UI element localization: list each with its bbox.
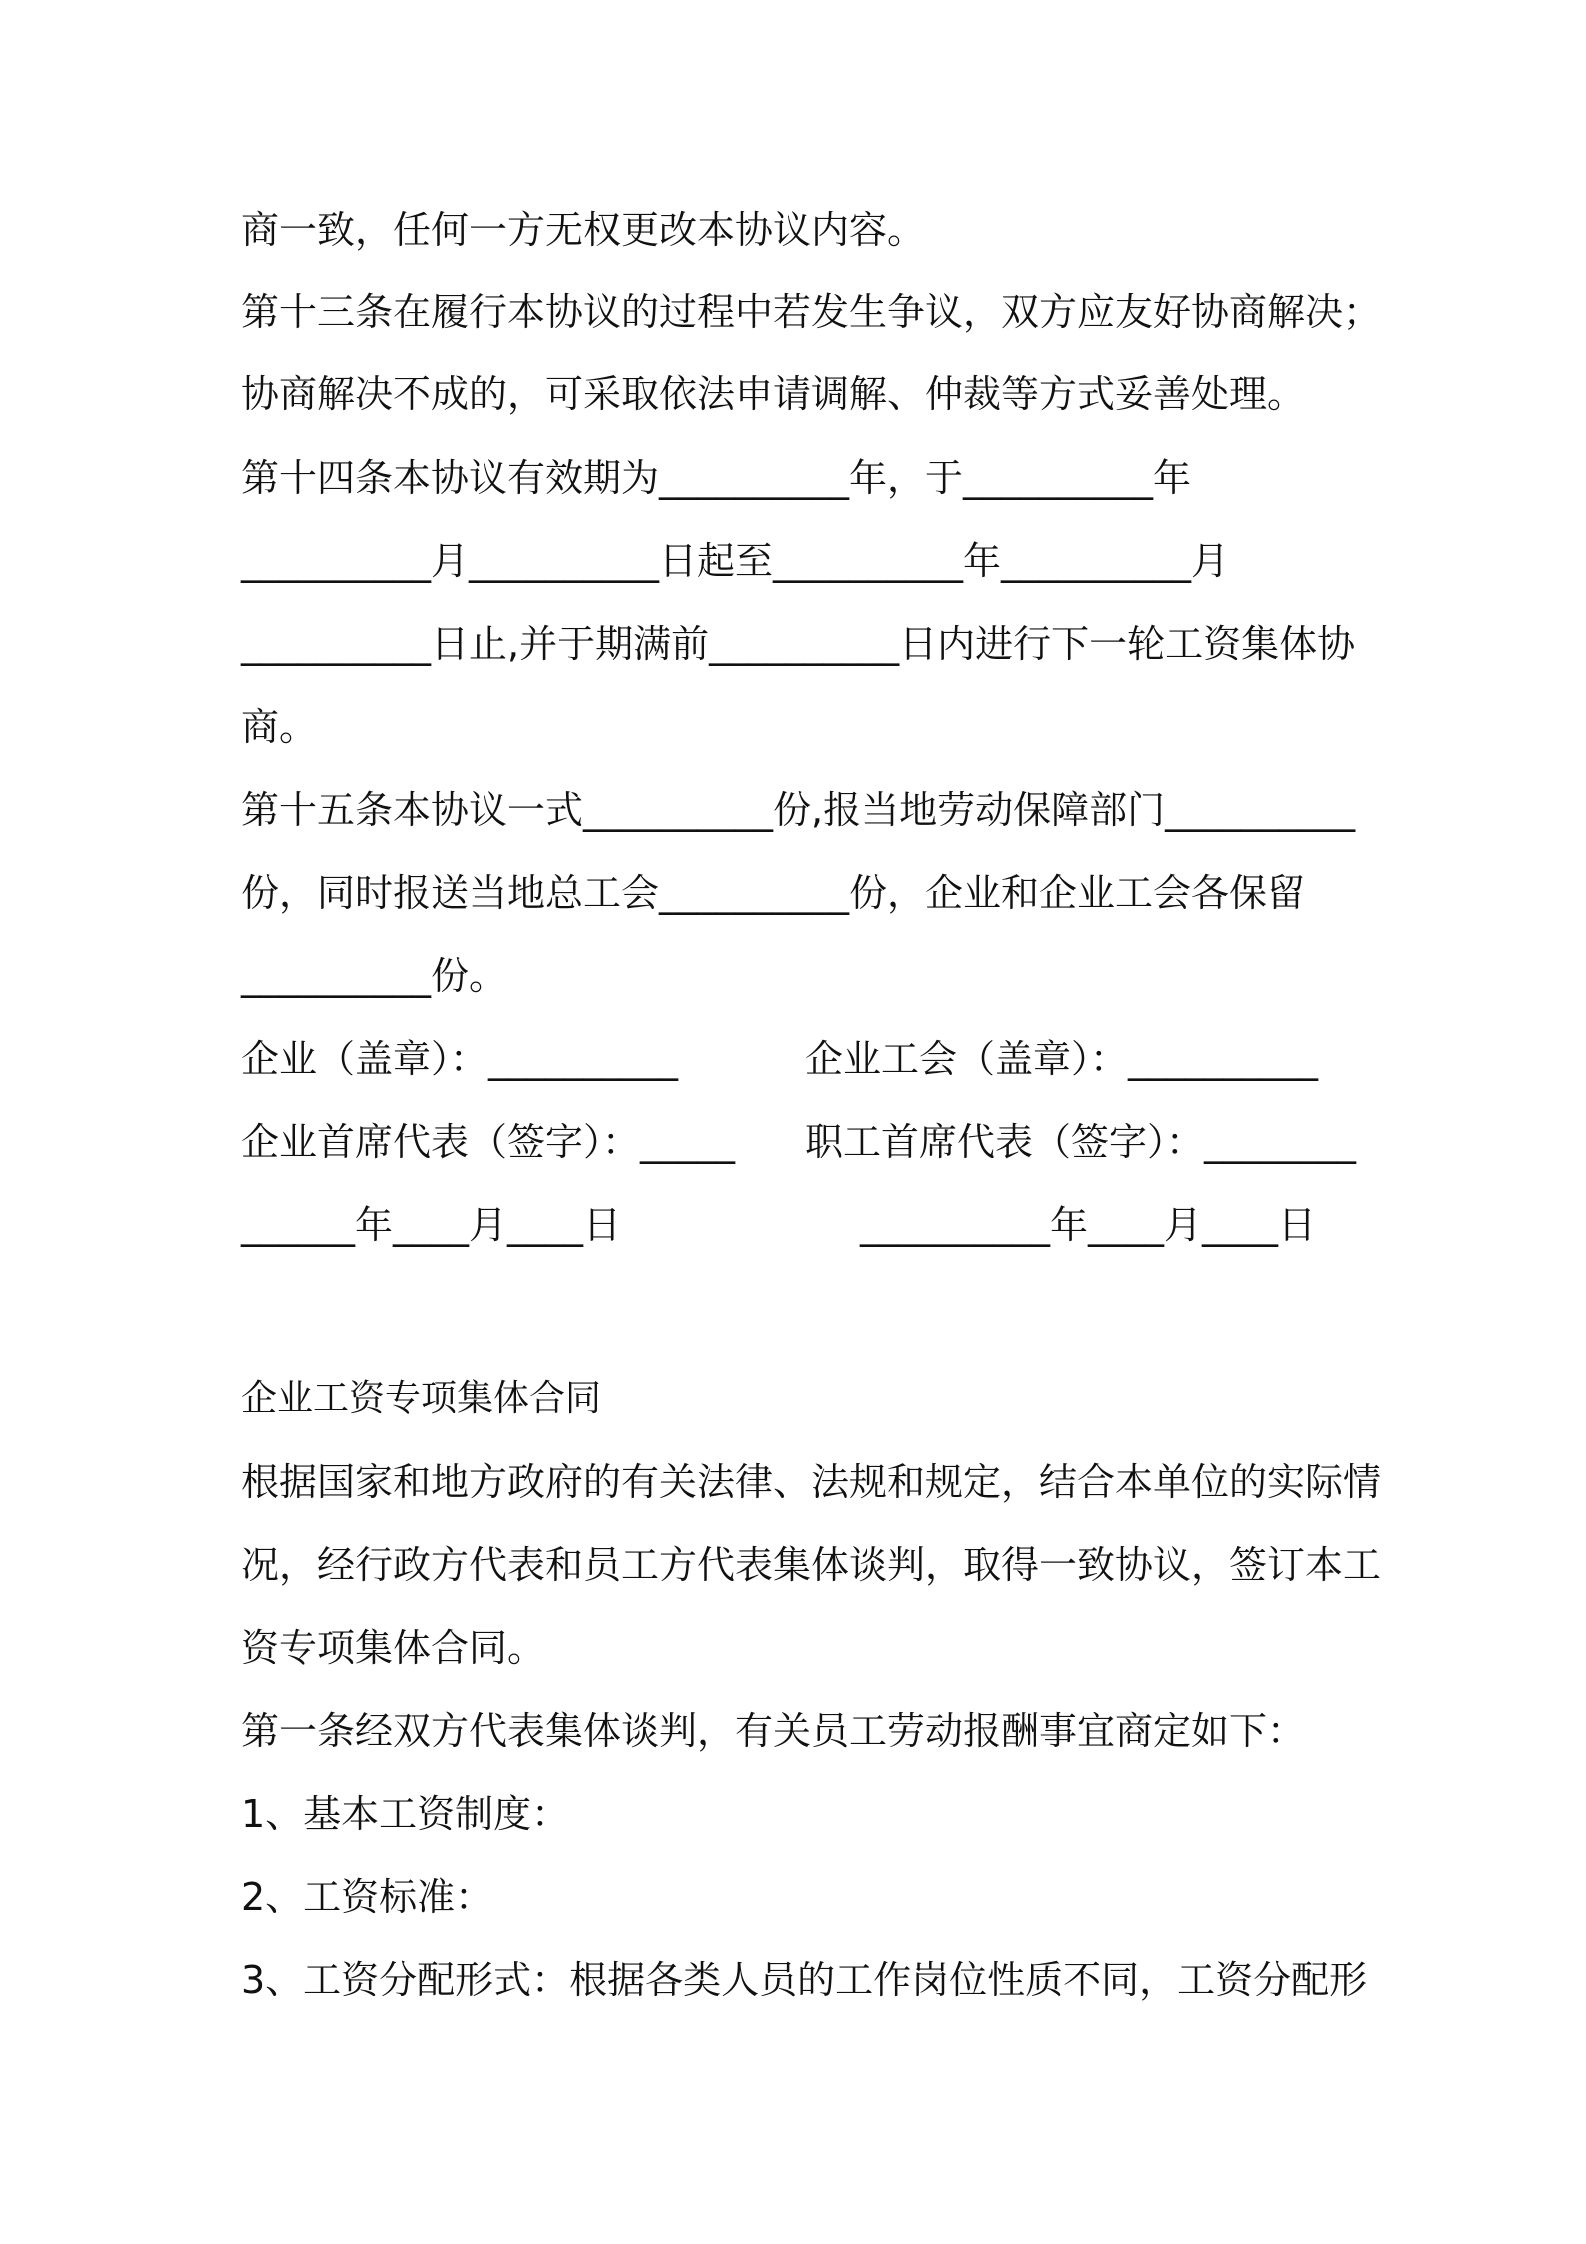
paragraph-line: 商。 xyxy=(241,705,318,749)
contract-line: 况，经行政方代表和员工方代表集体谈判，取得一致协议，签订本工 xyxy=(241,1543,1382,1587)
contract-line: 第一条经双方代表集体谈判，有关员工劳动报酬事宜商定如下： xyxy=(241,1709,1306,1753)
company-rep-signature-line: 企业首席代表（签字）：_____ xyxy=(241,1120,736,1164)
staff-rep-signature-line: 职工首席代表（签字）：________ xyxy=(805,1120,1357,1164)
contract-line: 根据国家和地方政府的有关法律、法规和规定，结合本单位的实际情 xyxy=(241,1460,1382,1504)
date-line-right: __________年____月____日 xyxy=(860,1203,1317,1247)
paragraph-line: 商一致，任何一方无权更改本协议内容。 xyxy=(241,208,926,252)
date-line-left: ______年____月____日 xyxy=(241,1203,622,1247)
paragraph-line: __________月__________日起至__________年__________月 xyxy=(241,539,1230,583)
paragraph-line: 协商解决不成的，可采取依法申请调解、仲裁等方式妥善处理。 xyxy=(241,372,1306,416)
company-seal-line: 企业（盖章）：__________ xyxy=(241,1037,679,1081)
contract-line: 2、工资标准： xyxy=(241,1875,494,1919)
paragraph-line: 份，同时报送当地总工会__________份，企业和企业工会各保留 xyxy=(241,871,1306,915)
contract-line: 1、基本工资制度： xyxy=(241,1792,570,1836)
paragraph-line: 第十四条本协议有效期为__________年，于__________年 xyxy=(241,456,1192,500)
paragraph-line: 第十五条本协议一式__________份,报当地劳动保障部门__________ xyxy=(241,788,1356,832)
contract-title: 企业工资专项集体合同 xyxy=(241,1378,602,1419)
paragraph-line: __________份。 xyxy=(241,954,508,998)
contract-line: 3、工资分配形式：根据各类人员的工作岗位性质不同，工资分配形 xyxy=(241,1958,1368,2002)
paragraph-line: 第十三条在履行本协议的过程中若发生争议，双方应友好协商解决； xyxy=(241,290,1382,334)
paragraph-line: __________日止,并于期满前__________日内进行下一轮工资集体协 xyxy=(241,622,1356,666)
union-seal-line: 企业工会（盖章）：__________ xyxy=(805,1037,1319,1081)
contract-line: 资专项集体合同。 xyxy=(241,1626,546,1670)
